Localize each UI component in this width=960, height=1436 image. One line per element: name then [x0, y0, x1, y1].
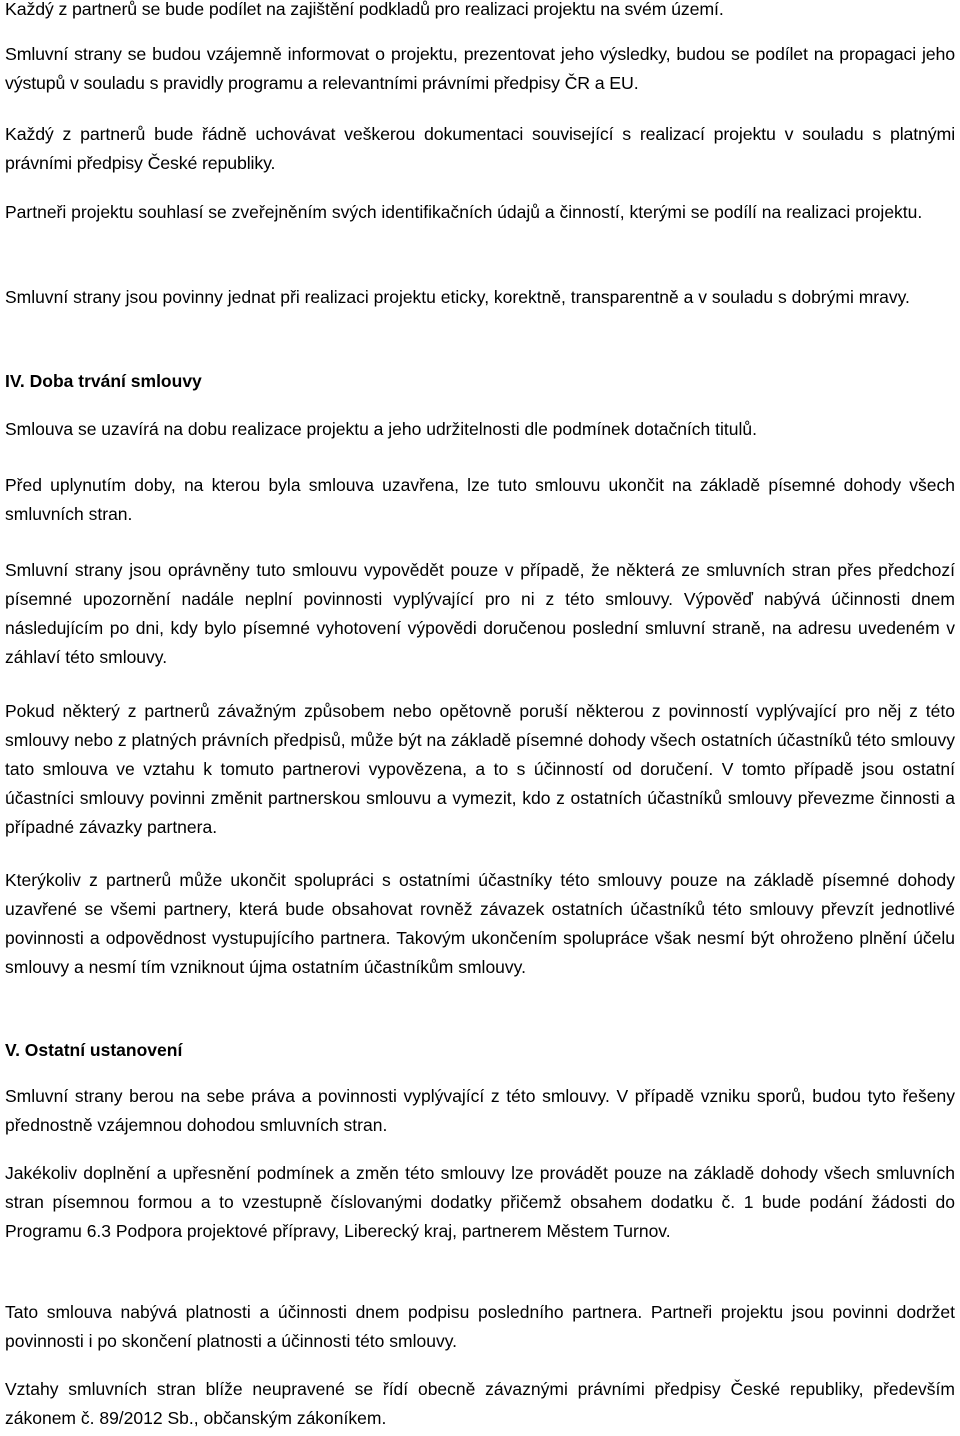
paragraph-validity: Tato smlouva nabývá platnosti a účinnosti dnem podpisu posledního partnera. Partneři projektu jsou povinni dodržet povinnosti i po skončení platnosti a účinnosti této smlouvy. — [5, 1302, 955, 1351]
paragraph-breach: Pokud některý z partnerů závažným způsobem nebo opětovně poruší některou z povinností vyplývající pro něj z této smlouvy nebo z platných právních předpisů, může být na základě písemné dohody všech ostatních účastníků této smlouvy tato smlouva ve vztahu k tomuto partnerovi vypovězena, a to s účinností od doručení. V tomto případě jsou ostatní účastníci smlouvy povinni změnit partnerskou smlouvu a vymezit, kdo z ostatních účastníků smlouvy převezme činnosti a případné závazky partnera. — [5, 701, 955, 837]
paragraph-duration: Smlouva se uzavírá na dobu realizace projektu a jeho udržitelnosti dle podmínek dotačních titulů. — [5, 419, 757, 439]
paragraph-rights-obligations: Smluvní strany berou na sebe práva a povinnosti vyplývající z této smlouvy. V případě vzniku sporů, budou tyto řešeny přednostně vzájemnou dohodou smluvních stran. — [5, 1086, 955, 1135]
paragraph-governing-law: Vztahy smluvních stran blíže neupravené se řídí obecně závaznými právními předpisy České republiky, především zákonem č. 89/2012 Sb., občanským zákoníkem. — [5, 1379, 955, 1428]
paragraph-notice: Smluvní strany jsou oprávněny tuto smlouvu vypovědět pouze v případě, že některá ze smluvních stran přes předchozí písemné upozornění nadále neplní povinnosti vyplývající pro ni z této smlouvy. Výpověď nabývá účinnosti dnem následujícím po dni, kdy bylo písemné vyhotovení výpovědi doručenou poslední smluvní straně, na adresu uvedeném v záhlaví této smlouvy. — [5, 560, 955, 667]
paragraph-ethics: Smluvní strany jsou povinny jednat při realizaci projektu eticky, korektně, transparentně a v souladu s dobrými mravy. — [5, 287, 910, 307]
section-v-heading: V. Ostatní ustanovení — [5, 1040, 183, 1060]
paragraph-mutual-information: Smluvní strany se budou vzájemně informovat o projektu, prezentovat jeho výsledky, budou se podílet na propagaci jeho výstupů v souladu s pravidly programu a relevantními právními předpisy ČR a EU. — [5, 44, 955, 93]
paragraph-termination-agreement: Před uplynutím doby, na kterou byla smlouva uzavřena, lze tuto smlouvu ukončit na základě písemné dohody všech smluvních stran. — [5, 475, 955, 524]
paragraph-documentation: Každý z partnerů bude řádně uchovávat veškerou dokumentaci související s realizací projektu v souladu s platnými právními předpisy České republiky. — [5, 124, 955, 173]
paragraph-amendments: Jakékoliv doplnění a upřesnění podmínek a změn této smlouvy lze provádět pouze na základě dohody všech smluvních stran písemnou formou a to vzestupně číslovanými dodatky přičemž obsahem dodatku č. 1 bude podání žádosti do Programu 6.3 Podpora projektové přípravy, Liberecký kraj, partnerem Městem Turnov. — [5, 1163, 955, 1241]
paragraph-withdrawal: Kterýkoliv z partnerů může ukončit spolupráci s ostatními účastníky této smlouvy pouze na základě písemné dohody uzavřené se všemi partnery, která bude obsahovat rovněž závazek ostatních účastníků této smlouvy převzít jednotlivé povinnosti a odpovědnost vystupujícího partnera. Takovým ukončením spolupráce však nesmí být ohroženo plnění účelu smlouvy a nesmí tím vzniknout újma ostatním účastníkům smlouvy. — [5, 870, 955, 977]
paragraph-publication-consent: Partneři projektu souhlasí se zveřejněním svých identifikačních údajů a činností, kterými se podílí na realizaci projektu. — [5, 202, 923, 222]
section-iv-heading: IV. Doba trvání smlouvy — [5, 371, 202, 391]
paragraph-partner-materials: Každý z partnerů se bude podílet na zajištění podkladů pro realizaci projektu na svém území. — [5, 0, 724, 19]
